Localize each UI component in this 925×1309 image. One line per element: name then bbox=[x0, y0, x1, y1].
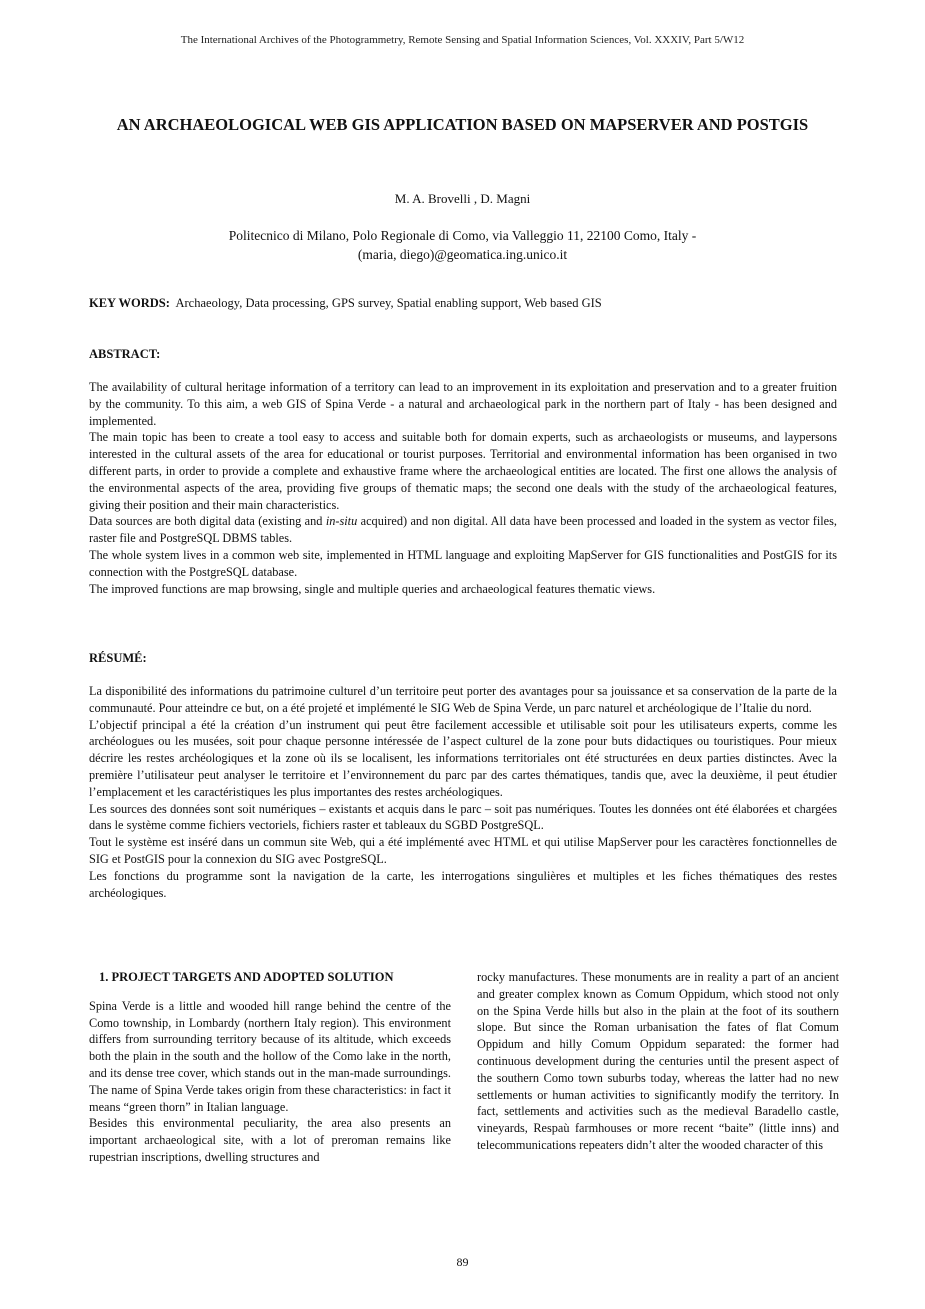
abstract-body bbox=[89, 379, 837, 597]
resume-paragraph: Les sources des données sont soit numériques – existants et acquis dans le parc – soit pas numériques. Toutes les données ont été élaborées et chargées dans le système comme fichiers vectoriels, fichiers raster et tableaux du SGBD PostgreSQL. bbox=[89, 801, 837, 833]
abstract-heading: ABSTRACT: bbox=[89, 347, 161, 361]
right-column bbox=[477, 969, 839, 1154]
resume-heading: RÉSUMÉ: bbox=[89, 651, 147, 665]
body-paragraph: Besides this environmental peculiarity, the area also presents an important archaeological site, with a lot of preroman remains like rupestrian inscriptions, dwelling structures and bbox=[89, 1116, 451, 1164]
keywords-list: Archaeology, Data processing, GPS survey, Spatial enabling support, Web based GIS bbox=[175, 296, 602, 310]
resume-paragraph: Tout le système est inséré dans un commun site Web, qui a été implémenté avec HTML et qui utilise MapServer pour les caractères fonctionnelles de SIG et PostGIS pour la connexion du SIG avec PostgreSQL. bbox=[89, 835, 837, 866]
paper-title: AN ARCHAEOLOGICAL WEB GIS APPLICATION BASED ON MAPSERVER AND POSTGIS bbox=[116, 115, 809, 134]
affiliation-email: (maria, diego)@geomatica.ing.unico.it bbox=[357, 247, 568, 262]
resume-paragraph: Les fonctions du programme sont la navigation de la carte, les interrogations singulières et multiples et les fiches thématiques des restes archéologiques. bbox=[89, 868, 837, 900]
left-column bbox=[89, 969, 451, 1166]
keywords-label: KEY WORDS: bbox=[89, 296, 170, 310]
authors: M. A. Brovelli , D. Magni bbox=[394, 191, 531, 206]
resume-body bbox=[89, 683, 837, 901]
page-number: 89 bbox=[456, 1255, 469, 1269]
section-heading: 1. PROJECT TARGETS AND ADOPTED SOLUTION bbox=[99, 970, 394, 984]
affiliation bbox=[90, 226, 835, 264]
body-paragraph: Spina Verde is a little and wooded hill range behind the centre of the Como township, in Lombardy (northern Italy region). This environment differs from surrounding territory because of its altitude, which exceeds both the plain in the south and the hollow of the Como lake in the north, and its dense tree cover, which stands out in the man-made surroundings. The name of Spina Verde takes origin from these characteristics: in fact it means “green thorn” in Italian language. bbox=[89, 998, 451, 1114]
abstract-paragraph bbox=[89, 513, 837, 547]
affiliation-line: Politecnico di Milano, Polo Regionale di Como, via Valleggio 11, 22100 Como, Italy - bbox=[228, 228, 697, 243]
running-head: The International Archives of the Photogrammetry, Remote Sensing and Spatial Information Sciences, Vol. XXXIV, Part 5/W12 bbox=[180, 34, 745, 46]
italic-term: in-situ bbox=[325, 514, 358, 529]
body-paragraph: rocky manufactures. These monuments are in reality a part of an ancient and greater complex known as Comum Oppidum, which stood not only on the Spina Verde hills but also in the plain at the foot of its southern slope. But since the Roman urbanisation the fates of flat Comum Oppidum and hilly Comum Oppidum separated: the former had continuous development during the centuries until the present aspect of the southern Como town suburbs today, whereas the latter had no new settlements or human activities to significantly modify the territory. In fact, settlements and activities such as the medieval Baradello castle, vineyards, Respaù farmhouses or more recent “baite” (little inns) and telecommunications repeaters didn’t alter the wooded character of this bbox=[477, 970, 839, 1152]
abstract-paragraph: The main topic has been to create a tool easy to access and suitable both for domain experts, such as archaeologists or museums, and laypersons interested in the cultural assets of the area for educational or tourist purposes. Territorial and environmental information has been organised in two different parts, in order to provide a complete and exhaustive frame where the archaeological entities are located. The first one allows the analysis of the environmental aspects of the area, providing five groups of thematic maps; the second one deals with the study of the archaeological features, giving their position and their main characteristics. bbox=[89, 430, 837, 512]
keywords bbox=[89, 296, 839, 311]
resume-paragraph: La disponibilité des informations du patrimoine culturel d’un territoire peut porter des avantages pour sa jouissance et sa conservation de la parte de la communauté. Pour atteindre ce but, on a été projeté et implémenté le SIG Web de Spina Verde, un parc naturel et archéologique de l’Italie du nord. bbox=[89, 684, 837, 715]
abstract-paragraph: The improved functions are map browsing, single and multiple queries and archaeological features thematic views. bbox=[89, 581, 656, 596]
text-span: acquired) and non digital. All data have been processed and loaded in the system as vector files, raster file and PostgreSQL DBMS tables. bbox=[89, 514, 837, 546]
abstract-paragraph: The whole system lives in a common web site, implemented in HTML language and exploiting MapServer for GIS functionalities and PostGIS for its connection with the PostgreSQL database. bbox=[89, 547, 837, 579]
abstract-paragraph: The availability of cultural heritage information of a territory can lead to an improvement in its exploitation and preservation and to a greater fruition by the community. To this aim, a web GIS of Spina Verde - a natural and archaeological park in the northern part of Italy - has been designed and implemented. bbox=[89, 380, 837, 428]
text-span: Data sources are both digital data (existing and bbox=[89, 514, 326, 529]
resume-paragraph: L’objectif principal a été la création d’un instrument qui peut être facilement accessible et utilisable soit pour les utilisateurs experts, comme les archéologues ou les musées, soit pour chaque personne intéressée de l’aspect culturel de la zone pour buts didactiques ou touristiques. Pour mieux décrire les restes archéologiques et la zone où ils se localisent, les informations territoriales ont été structurées en deux parties distinctes. Avec la première l’utilisateur peut analyser le territoire et l’environnement du parc par des cartes thématiques, tandis que, avec la deuxième, il peut étudier l’emplacement et les caractéristiques les plus importantes des restes archéologiques. bbox=[89, 717, 837, 799]
